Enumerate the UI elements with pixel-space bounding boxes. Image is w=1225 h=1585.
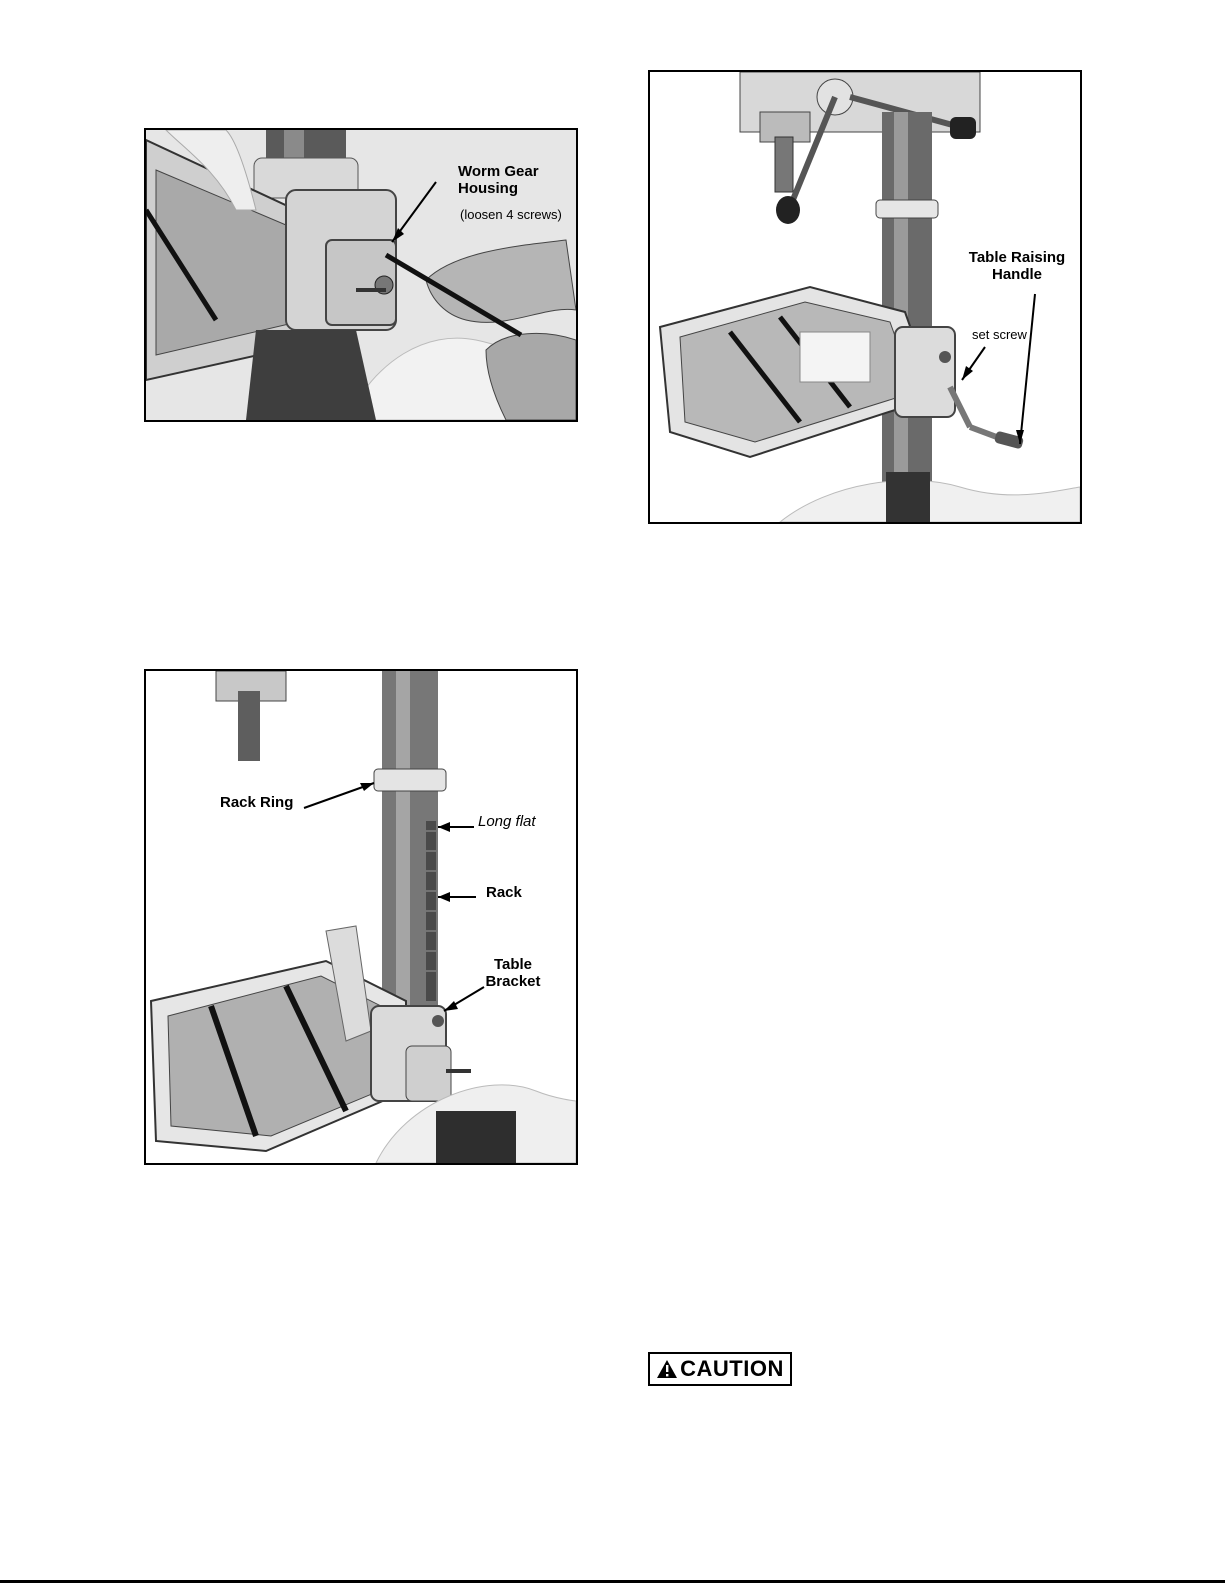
table-raising-handle-label: Table Raising Handle bbox=[968, 249, 1066, 283]
worm-gear-housing-label: Worm Gear Housing bbox=[458, 163, 539, 197]
loosen-screws-note: (loosen 4 screws) bbox=[460, 207, 562, 222]
set-screw-label: set screw bbox=[972, 327, 1027, 342]
warning-triangle-icon bbox=[656, 1359, 678, 1379]
rack-ring-label: Rack Ring bbox=[220, 794, 294, 811]
page-bottom-rule bbox=[0, 1580, 1225, 1583]
table-bracket-label: Table Bracket bbox=[485, 956, 541, 990]
rack-assembly-photo bbox=[146, 671, 576, 1163]
caution-box bbox=[648, 1352, 792, 1386]
figure-worm-gear-housing bbox=[144, 128, 578, 422]
rack-label: Rack bbox=[486, 884, 522, 901]
caution-word: CAUTION bbox=[680, 1356, 784, 1381]
rack-teeth bbox=[426, 821, 436, 1001]
figure-table-raising-handle bbox=[648, 70, 1082, 524]
figure-rack-assembly bbox=[144, 669, 578, 1165]
long-flat-label: Long flat bbox=[478, 813, 536, 830]
table-raising-photo bbox=[650, 72, 1080, 522]
